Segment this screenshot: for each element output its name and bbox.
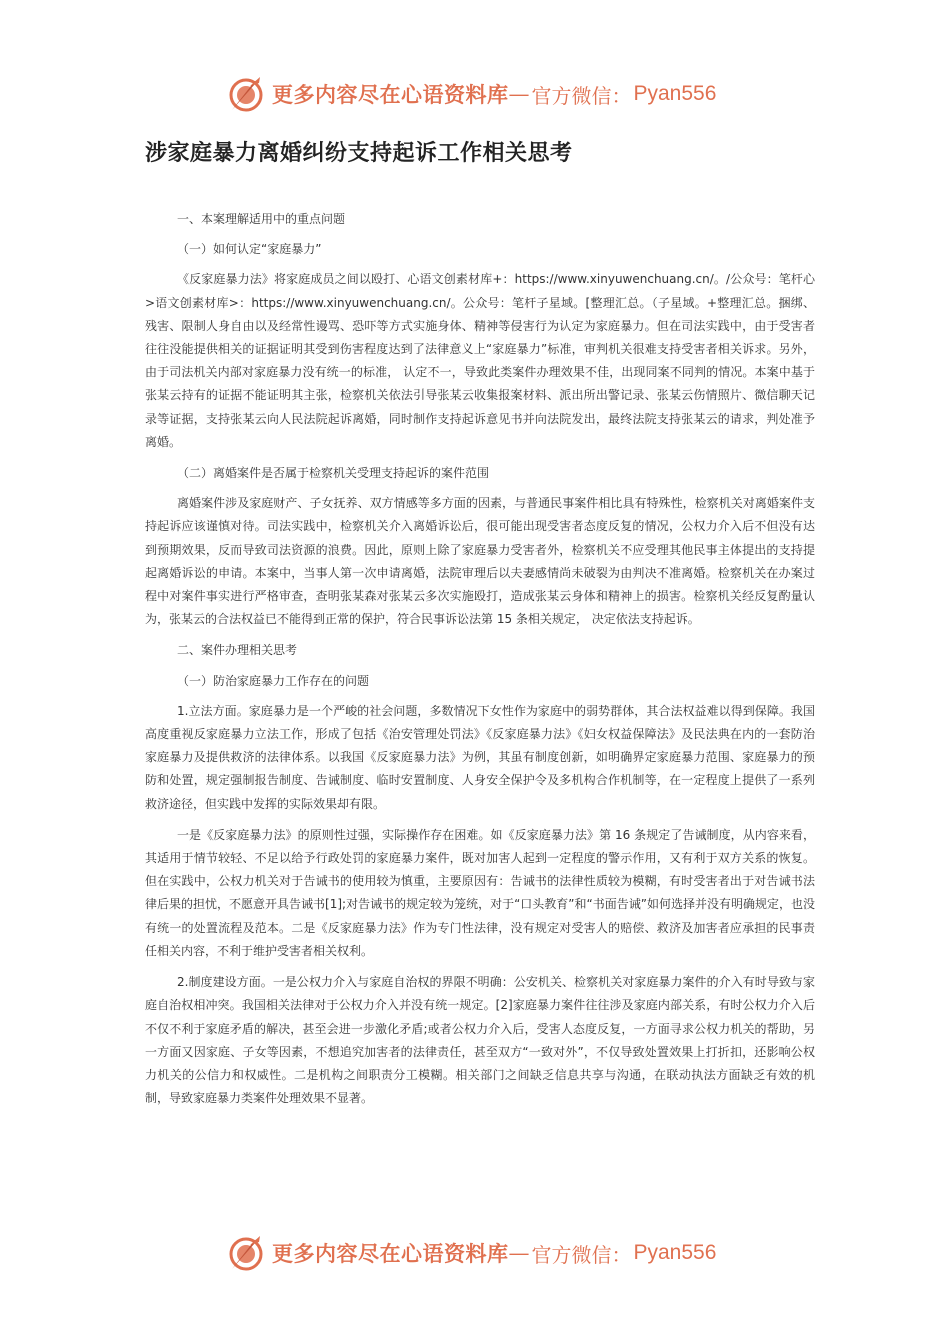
quill-logo-icon [226, 1233, 266, 1273]
body-paragraph: 2.制度建设方面。一是公权力介入与家庭自治权的界限不明确：公安机关、检察机关对家庭暴力案件的介入有时导致与家庭自治权相冲突。我国相关法律对于公权力介入并没有统一规定。[2]家庭暴力案件往往涉及家庭内部关系，有时公权力介入后不仅不利于家庭矛盾的解决，甚至会进一步激化矛盾;或者公权力介入后，受害人态度反复，一方面寻求公权力机关的帮助，另一方面又因家庭、子女等因素，不想追究加害者的法律责任，甚至双方“一致对外”，不仅导致处置效果上打折扣，还影响公权力机关的公信力和权威性。二是机构之间职责分工模糊。相关部门之间缺乏信息共享与沟通，在联动执法方面缺乏有效的机制，导致家庭暴力类案件处理效果不显著。 [145, 975, 815, 1106]
subsection-heading: （一）防治家庭暴力工作存在的问题 [177, 673, 370, 688]
banner-dash: — [508, 1241, 530, 1265]
document-title: 涉家庭暴力离婚纠纷支持起诉工作相关思考 [145, 141, 573, 166]
subsection-heading: （二）离婚案件是否属于检察机关受理支持起诉的案件范围 [177, 466, 490, 481]
banner-official-label: 官方微信： [531, 1242, 632, 1267]
banner-slogan: 更多内容尽在心语资料库 [272, 82, 509, 107]
section-heading: 一、本案理解适用中的重点问题 [177, 212, 346, 226]
banner-wechat-id: Pyan556 [633, 1241, 717, 1264]
banner-dash: — [508, 82, 530, 106]
footer-banner [226, 1231, 746, 1275]
banner-slogan: 更多内容尽在心语资料库 [272, 1241, 509, 1266]
body-paragraph: 《反家庭暴力法》将家庭成员之间以殴打、心语文创素材库+：https://www.xinyuwenchuang.cn/。/公众号：笔杆心>语文创素材库>：https://www.xinyuwenchuang.cn/。公众号：笔杆子星域。[整理汇总。（子星域。+整理汇总。捆绑、残害、限制人身自由以及经常性谩骂、恐吓等方式实施身体、精神等侵害行为认定为家庭暴力。但在司法实践中，由于受害者往往没能提供相关的证据证明其受到伤害程度达到了法律意义上“家庭暴力”标准，审判机关很难支持受害者相关诉求。另外，由于司法机关内部对家庭暴力没有统一的标准， 认定不一，导致此类案件办理效果不佳，出现同案不同判的情况。本案中基于张某云持有的证据不能证明其主张，检察机关依法引导张某云收集报案材料、派出所出警记录、张某云伤情照片、微信聊天记录等证据，支持张某云向人民法院起诉离婚，同时制作支持起诉意见书并向法院发出，最终法院支持张某云的请求，判处准予离婚。 [145, 272, 815, 449]
body-paragraph: 离婚案件涉及家庭财产、子女抚养、双方情感等多方面的因素，与普通民事案件相比具有特殊性，检察机关对离婚案件支持起诉应该谨慎对待。司法实践中，检察机关介入离婚诉讼后，很可能出现受害者态度反复的情况，公权力介入后不但没有达到预期效果，反而导致司法资源的浪费。因此，原则上除了家庭暴力受害者外，检察机关不应受理其他民事主体提出的支持提起离婚诉讼的申请。本案中，当事人第一次申请离婚，法院审理后以夫妻感情尚未破裂为由判决不准离婚。检察机关在办案过程中对案件事实进行严格审查，查明张某森对张某云多次实施殴打，造成张某云身体和精神上的损害。检察机关经反复酌量认为，张某云的合法权益已不能得到正常的保护，符合民事诉讼法第 15 条相关规定， 决定依法支持起诉。 [145, 496, 815, 627]
banner-official-label: 官方微信： [531, 83, 632, 108]
document-body [145, 208, 815, 1118]
banner-wechat-id: Pyan556 [633, 82, 717, 105]
body-paragraph: 一是《反家庭暴力法》的原则性过强，实际操作存在困难。如《反家庭暴力法》第 16 条规定了告诫制度，从内容来看，其适用于情节较轻、不足以给予行政处罚的家庭暴力案件，既对加害人起到一定程度的警示作用，又有利于双方关系的恢复。但在实践中，公权力机关对于告诫书的使用较为慎重，主要原因有：告诫书的法律性质较为模糊，有时受害者出于对告诫书法律后果的担忧，不愿意开具告诫书[1];对告诫书的规定较为笼统，对于“口头教育”和“书面告诫”如何选择并没有明确规定，也没有统一的处置流程及范本。二是《反家庭暴力法》作为专门性法律，没有规定对受害人的赔偿、救济及加害者应承担的民事责任相关内容，不利于维护受害者相关权利。 [145, 827, 815, 958]
quill-logo-icon [226, 74, 266, 114]
subsection-heading: （一）如何认定“家庭暴力” [177, 242, 322, 257]
section-heading: 二、案件办理相关思考 [177, 643, 298, 658]
body-paragraph: 1.立法方面。家庭暴力是一个严峻的社会问题，多数情况下女性作为家庭中的弱势群体，其合法权益难以得到保障。我国高度重视反家庭暴力立法工作，形成了包括《治安管理处罚法》《反家庭暴力法》《妇女权益保障法》及民法典在内的一套防治家庭暴力及提供救济的法律体系。以我国《反家庭暴力法》为例，其虽有制度创新，如明确界定家庭暴力范围、家庭暴力的预防和处置，规定强制报告制度、告诫制度、临时安置制度、人身安全保护令及多机构合作机制等，在一定程度上提供了一系列救济途径，但实践中发挥的实际效果却有限。 [145, 703, 815, 811]
header-banner [226, 72, 746, 116]
